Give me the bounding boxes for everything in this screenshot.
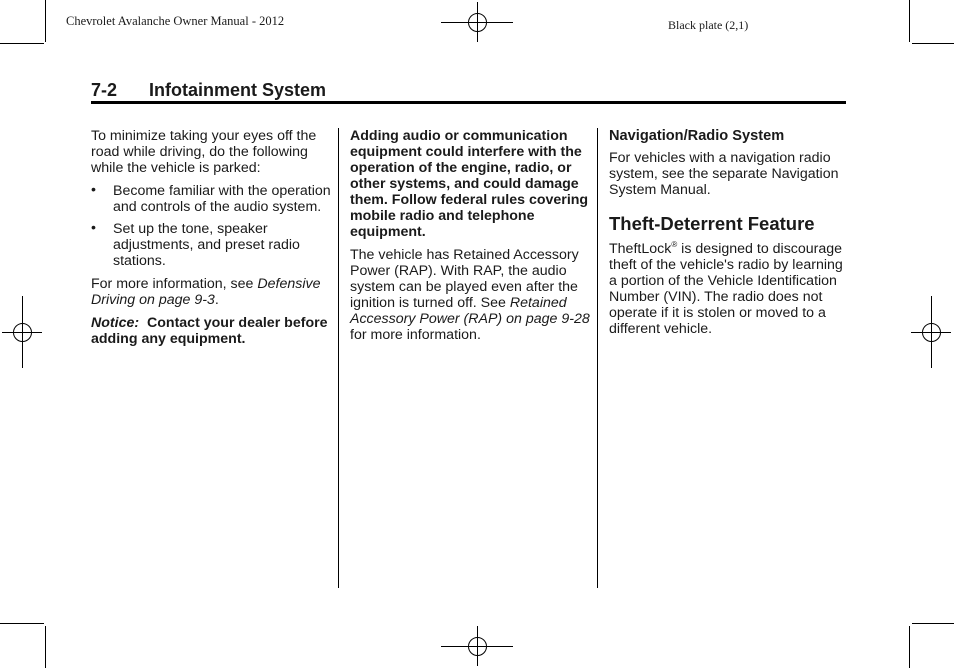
theft-text: is designed to discourage theft of the vehicle's radio by learning a portion of the Vehicle Identification Number (VIN). The radio does not operate if it is stolen or moved to a different vehicle. xyxy=(609,241,843,337)
rap-link[interactable]: Retained Accessory Power (RAP) on page 9-28 xyxy=(350,295,590,327)
rap-suffix: for more information. xyxy=(350,327,481,343)
crop-mark xyxy=(912,623,954,624)
list-item: • Set up the tone, speaker adjustments, and preset radio stations. xyxy=(91,221,331,269)
registered-mark: ® xyxy=(671,240,678,249)
notice-text: Contact your dealer before adding any equipment. xyxy=(91,315,328,347)
crop-mark xyxy=(909,626,910,668)
heading-rule xyxy=(91,101,846,104)
intro-paragraph: To minimize taking your eyes off the road while driving, do the following while the vehicle is parked: xyxy=(91,128,317,176)
section-title: Infotainment System xyxy=(149,80,327,100)
theft-heading: Theft-Deterrent Feature xyxy=(609,213,815,234)
more-info-suffix: . xyxy=(214,292,219,308)
defensive-driving-link[interactable]: Defensive Driving on page 9-3 xyxy=(91,276,321,308)
running-header-title: Chevrolet Avalanche Owner Manual - 2012 xyxy=(66,14,285,28)
list-item: • Become familiar with the operation and controls of the audio system. xyxy=(91,183,331,215)
registration-mark-top xyxy=(441,2,513,42)
rap-paragraph xyxy=(350,247,590,343)
theft-brand: TheftLock xyxy=(609,241,672,257)
column-2 xyxy=(350,128,590,350)
column-divider xyxy=(597,128,598,588)
running-header-plate: Black plate (2,1) xyxy=(668,18,749,32)
column-divider xyxy=(338,128,339,588)
crop-mark xyxy=(0,43,44,44)
section-number: 7-2 xyxy=(91,80,118,100)
column-1 xyxy=(91,128,331,354)
registration-mark-right xyxy=(911,296,951,368)
warning-paragraph: Adding audio or communication equipment could interfere with the operation of the engine, radio, or other systems, and could damage them. Follow federal rules covering mobile radio and telephone equipment. xyxy=(350,128,589,240)
column-3 xyxy=(609,128,849,344)
registration-mark-bottom xyxy=(441,626,513,666)
crop-mark xyxy=(912,43,954,44)
nav-heading: Navigation/Radio System xyxy=(609,128,785,144)
crop-mark xyxy=(0,623,44,624)
section-heading xyxy=(91,80,326,101)
notice-paragraph xyxy=(91,315,331,347)
notice-label: Notice: xyxy=(91,315,140,331)
registration-mark-left xyxy=(2,296,42,368)
crop-mark xyxy=(909,0,910,42)
crop-mark xyxy=(45,626,46,668)
bullet-list xyxy=(91,183,331,269)
nav-paragraph: For vehicles with a navigation radio system, see the separate Navigation System Manual. xyxy=(609,150,839,198)
more-info-prefix: For more information, see xyxy=(91,276,258,292)
more-info-paragraph xyxy=(91,276,331,308)
rap-prefix: The vehicle has Retained Accessory Power (RAP). With RAP, the audio system can be played even after the ignition is turned off. See xyxy=(350,247,579,311)
theft-paragraph xyxy=(609,241,849,337)
crop-mark xyxy=(45,0,46,42)
